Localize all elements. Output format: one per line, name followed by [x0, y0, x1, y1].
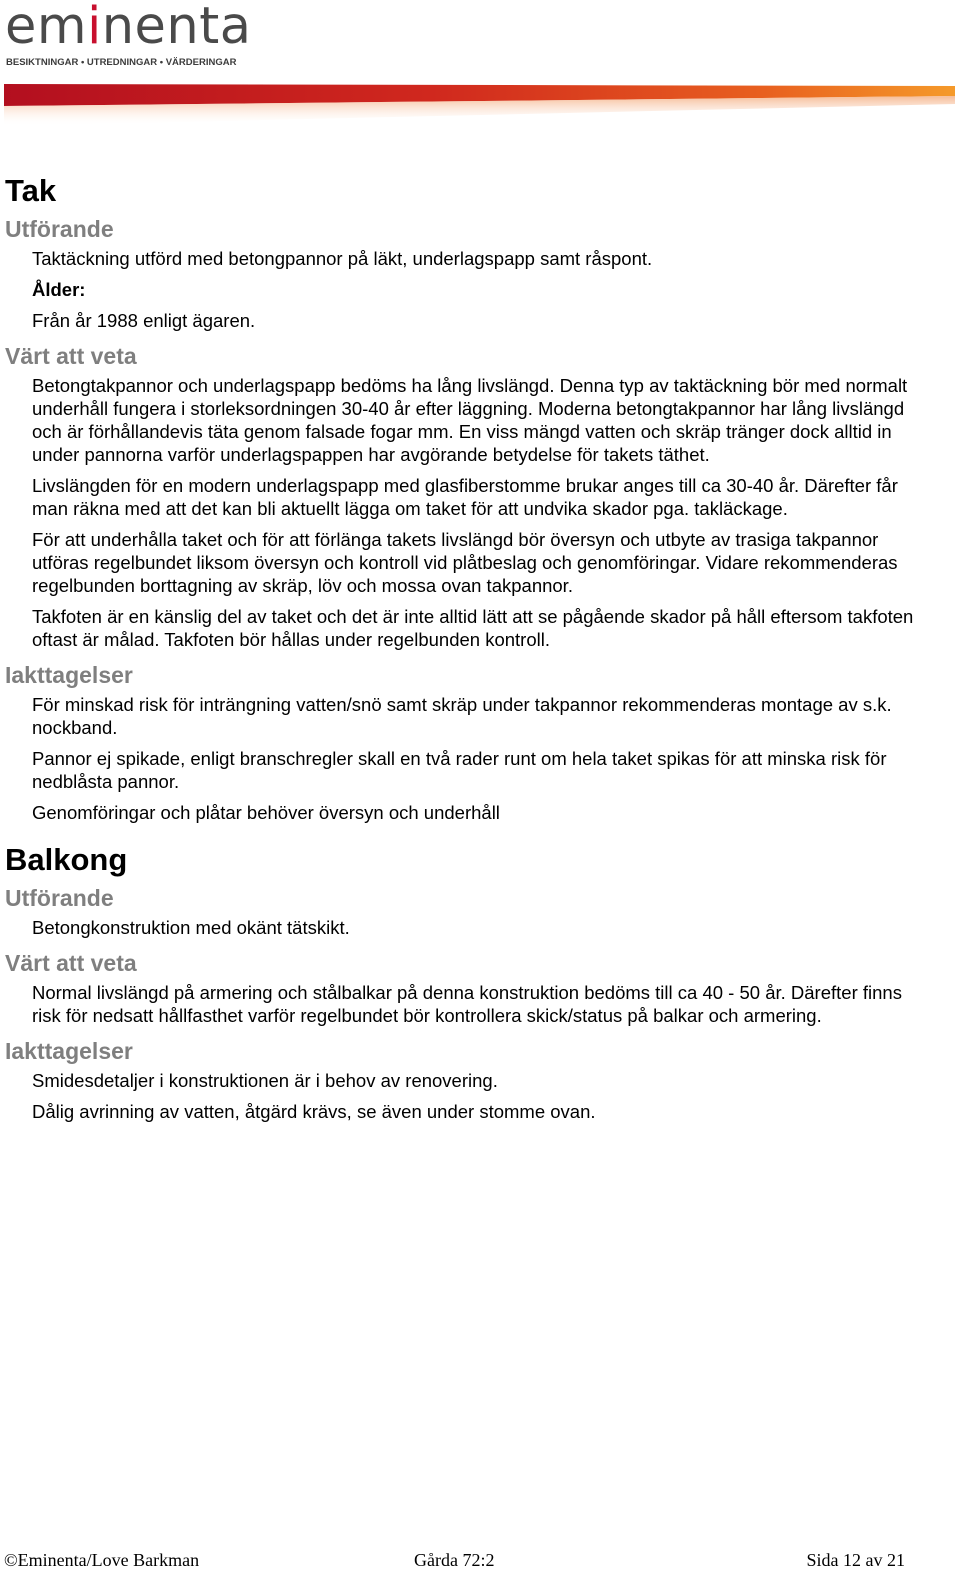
heading-tak-utforande: Utförande	[5, 216, 114, 242]
footer-property: Gårda 72:2	[414, 1550, 495, 1570]
heading-tak-vart-att-veta: Värt att veta	[5, 343, 137, 369]
tak-iakttagelser-p3: Genomföringar och plåtar behöver översyn och underhåll	[32, 802, 500, 823]
section-title-balkong: Balkong	[5, 842, 128, 877]
tak-vart-att-veta-p4: Takfoten är en känslig del av taket och det är inte alltid lätt att se pågående skador på håll eftersom takfoten oftast är målad. Takfoten bör hållas under regelbunden kontroll.	[32, 606, 914, 650]
heading-tak-iakttagelser: Iakttagelser	[5, 662, 133, 688]
header-swoosh-bar	[0, 82, 960, 128]
section-title-tak: Tak	[5, 173, 57, 208]
tak-alder-text: Från år 1988 enligt ägaren.	[32, 310, 256, 331]
report-content	[0, 165, 960, 1123]
page-footer	[0, 1548, 960, 1572]
tak-utforande-text: Taktäckning utförd med betongpannor på läkt, underlagspapp samt råspont.	[32, 248, 653, 269]
logo-word-accent: i	[87, 0, 102, 56]
logo-word-end: nenta	[101, 0, 252, 56]
tak-vart-att-veta-p2: Livslängden för en modern underlagspapp med glasfiberstomme brukar anges till ca 30-40 år. Därefter får man räkna med att det kan bli aktuellt lägga om taket för att undvika skador pga. takläckage.	[32, 475, 898, 519]
tak-iakttagelser-p1: För minskad risk för inträngning vatten/snö samt skräp under takpannor rekommenderas montage av s.k. nockband.	[32, 694, 892, 738]
heading-balkong-iakttagelser: Iakttagelser	[5, 1038, 133, 1064]
balkong-iakttagelser-p2: Dålig avrinning av vatten, åtgärd krävs, se även under stomme ovan.	[32, 1101, 596, 1122]
logo-wordmark	[5, 0, 252, 54]
balkong-iakttagelser-p1: Smidesdetaljer i konstruktionen är i behov av renovering.	[32, 1070, 498, 1091]
logo-word-start: em	[5, 0, 88, 56]
page-header	[0, 0, 960, 130]
eminenta-logo	[5, 0, 252, 70]
footer-copyright: ©Eminenta/Love Barkman	[4, 1550, 200, 1570]
tak-vart-att-veta-p3: För att underhålla taket och för att förlänga takets livslängd bör översyn och utbyte av trasiga takpannor utföras regelbundet liksom översyn och kontroll vid plåtbeslag och genomföringar. Vidare rekommenderas regelbunden borttagning av skräp, löv och mossa ovan takpannor.	[32, 529, 898, 596]
tak-alder-label: Ålder:	[32, 279, 86, 300]
heading-balkong-utforande: Utförande	[5, 885, 114, 911]
heading-balkong-vart-att-veta: Värt att veta	[5, 950, 137, 976]
footer-page-number: Sida 12 av 21	[806, 1550, 905, 1570]
logo-tagline: BESIKTNINGAR • UTREDNINGAR • VÄRDERINGAR	[6, 57, 237, 68]
balkong-utforande-text: Betongkonstruktion med okänt tätskikt.	[32, 917, 350, 938]
tak-vart-att-veta-p1: Betongtakpannor och underlagspapp bedöms ha lång livslängd. Denna typ av taktäckning bör med normalt underhåll fungera i storleksordningen 30-40 år efter läggning. Moderna betongtakpannor har lång livslängd och är förhållandevis täta genom falsade fogar mm. En viss mängd vatten och skräp tränger dock alltid in under pannorna varför underlagspappen har avgörande betydelse för takets täthet.	[32, 375, 908, 465]
balkong-vart-att-veta-p1: Normal livslängd på armering och stålbalkar på denna konstruktion bedöms till ca 40 - 50 år. Därefter finns risk för nedsatt hållfasthet varför regelbundet bör kontrollera skick/status på balkar och armering.	[32, 982, 902, 1026]
tak-iakttagelser-p2: Pannor ej spikade, enligt branschregler skall en två rader runt om hela taket spikas för att minska risk för nedblåsta pannor.	[32, 748, 887, 792]
